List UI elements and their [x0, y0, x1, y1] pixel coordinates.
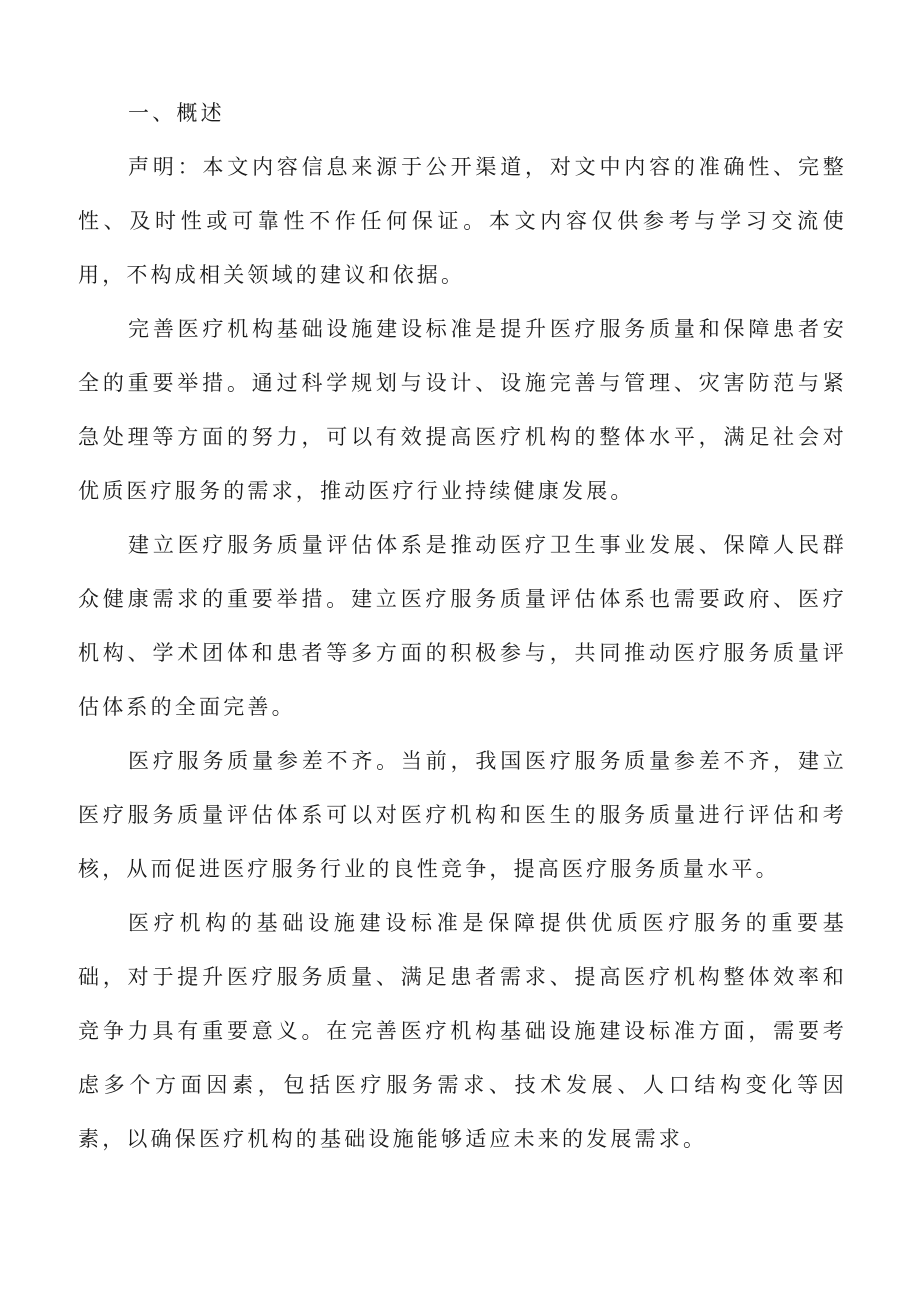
paragraph-quality-disparity: 医疗服务质量参差不齐。当前，我国医疗服务质量参差不齐，建立医疗服务质量评估体系可以对医疗机构和医生的服务质量进行评估和考核，从而促进医疗服务行业的良性竞争，提高医疗服务质量水平。 — [78, 749, 847, 881]
paragraph-infrastructure-importance: 医疗机构的基础设施建设标准是保障提供优质医疗服务的重要基础，对于提升医疗服务质量、满足患者需求、提高医疗机构整体效率和竞争力具有重要意义。在完善医疗机构基础设施建设标准方面，需要考虑多个方面因素，包括医疗服务需求、技术发展、人口结构变化等因素，以确保医疗机构的基础设施能够适应未来的发展需求。 — [78, 911, 847, 1151]
section-heading: 一、概述 — [128, 101, 225, 125]
paragraph-quality-evaluation-system: 建立医疗服务质量评估体系是推动医疗卫生事业发展、保障人民群众健康需求的重要举措。建立医疗服务质量评估体系也需要政府、医疗机构、学术团体和患者等多方面的积极参与，共同推动医疗服务质量评估体系的全面完善。 — [78, 533, 847, 719]
document-body — [78, 86, 847, 1166]
paragraph-infrastructure-standards: 完善医疗机构基础设施建设标准是提升医疗服务质量和保障患者安全的重要举措。通过科学规划与设计、设施完善与管理、灾害防范与紧急处理等方面的努力，可以有效提高医疗机构的整体水平，满足社会对优质医疗服务的需求，推动医疗行业持续健康发展。 — [78, 317, 847, 503]
paragraph-disclaimer: 声明：本文内容信息来源于公开渠道，对文中内容的准确性、完整性、及时性或可靠性不作任何保证。本文内容仅供参考与学习交流使用，不构成相关领域的建议和依据。 — [78, 155, 847, 287]
